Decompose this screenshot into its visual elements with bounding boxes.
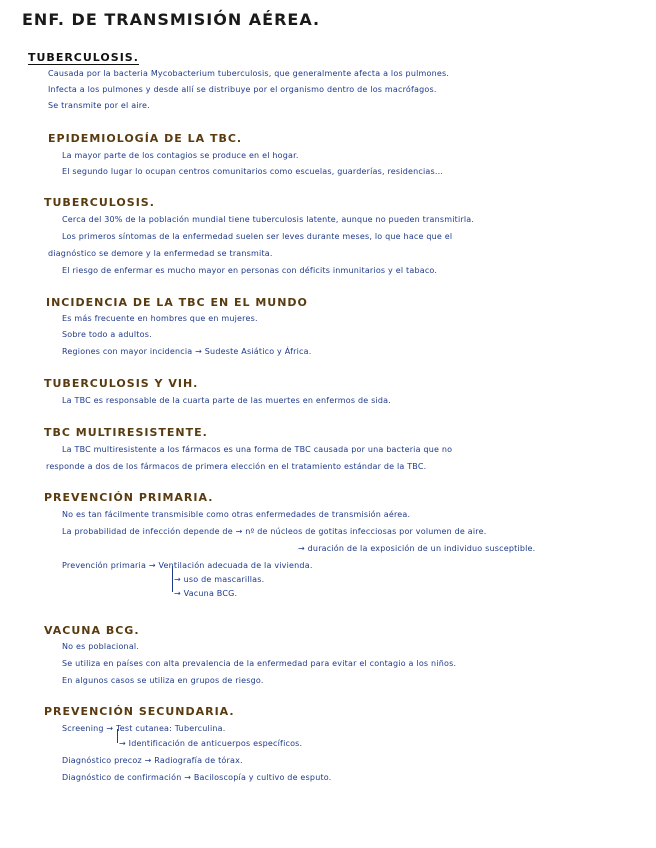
section-heading-vacuna-bcg: VACUNA BCG.: [44, 624, 140, 637]
section-heading-prevencion-primaria: PREVENCIÓN PRIMARIA.: [44, 491, 214, 504]
text-line: No es tan fácilmente transmisible como otras enfermedades de transmisión aérea.: [62, 510, 411, 519]
page-title: ENF. DE TRANSMISIÓN AÉREA.: [22, 10, 321, 29]
text-line: Se transmite por el aire.: [48, 101, 150, 110]
text-line: Los primeros síntomas de la enfermedad suelen ser leves durante meses, lo que hace que el: [62, 232, 453, 241]
text-line: Es más frecuente en hombres que en mujeres.: [62, 314, 258, 323]
section-heading-prevencion-secundaria: PREVENCIÓN SECUNDARIA.: [44, 705, 235, 718]
section-heading-tuberculosis-2: TUBERCULOSIS.: [44, 196, 155, 209]
text-line: Prevención primaria → Ventilación adecuada de la vivienda.: [62, 561, 313, 570]
text-line: Cerca del 30% de la población mundial tiene tuberculosis latente, aunque no pueden transmitirla.: [62, 215, 475, 224]
text-line: diagnóstico se demore y la enfermedad se transmita.: [48, 249, 273, 258]
text-line: Infecta a los pulmones y desde allí se distribuye por el organismo dentro de los macrófagos.: [48, 85, 437, 94]
text-line: La TBC es responsable de la cuarta parte de las muertes en enfermos de sida.: [62, 396, 391, 405]
text-line: → duración de la exposición de un individuo susceptible.: [298, 544, 536, 553]
text-line: Causada por la bacteria Mycobacterium tuberculosis, que generalmente afecta a los pulmones.: [48, 69, 450, 78]
text-line: responde a dos de los fármacos de primera elección en el tratamiento estándar de la TBC.: [46, 462, 427, 471]
section-heading-multiresistente: TBC MULTIRESISTENTE.: [44, 426, 208, 439]
bracket-line: [117, 729, 118, 743]
text-line: La probabilidad de infección depende de → nº de núcleos de gotitas infecciosas por volumen de aire.: [62, 527, 487, 536]
text-line: El riesgo de enfermar es mucho mayor en personas con déficits inmunitarios y el tabaco.: [62, 266, 438, 275]
bracket-line: [172, 566, 173, 592]
section-heading-tb-vih: TUBERCULOSIS Y VIH.: [44, 377, 199, 390]
text-line: La TBC multiresistente a los fármacos es una forma de TBC causada por una bacteria que no: [62, 445, 453, 454]
text-line: Se utiliza en países con alta prevalencia de la enfermedad para evitar el contagio a los niños.: [62, 659, 457, 668]
text-line: → uso de mascarillas.: [174, 575, 265, 584]
text-line: Diagnóstico de confirmación → Baciloscopía y cultivo de esputo.: [62, 773, 332, 782]
section-heading-epidemiologia: EPIDEMIOLOGÍA DE LA TBC.: [48, 132, 243, 145]
text-line: Screening → Test cutanea: Tuberculina.: [62, 724, 226, 733]
text-line: Sobre todo a adultos.: [62, 330, 152, 339]
section-heading-tuberculosis: TUBERCULOSIS.: [28, 51, 139, 64]
text-line: Regiones con mayor incidencia → Sudeste Asiático y África.: [62, 347, 312, 356]
text-line: No es poblacional.: [62, 642, 140, 651]
section-heading-incidencia: INCIDENCIA DE LA TBC EN EL MUNDO: [46, 296, 308, 309]
text-line: La mayor parte de los contagios se produce en el hogar.: [62, 151, 299, 160]
text-line: Diagnóstico precoz → Radiografía de tórax.: [62, 756, 243, 765]
text-line: → Vacuna BCG.: [174, 589, 238, 598]
text-line: En algunos casos se utiliza en grupos de riesgo.: [62, 676, 264, 685]
text-line: El segundo lugar lo ocupan centros comunitarios como escuelas, guarderías, residencias...: [62, 167, 444, 176]
text-line: → Identificación de anticuerpos específicos.: [119, 739, 303, 748]
